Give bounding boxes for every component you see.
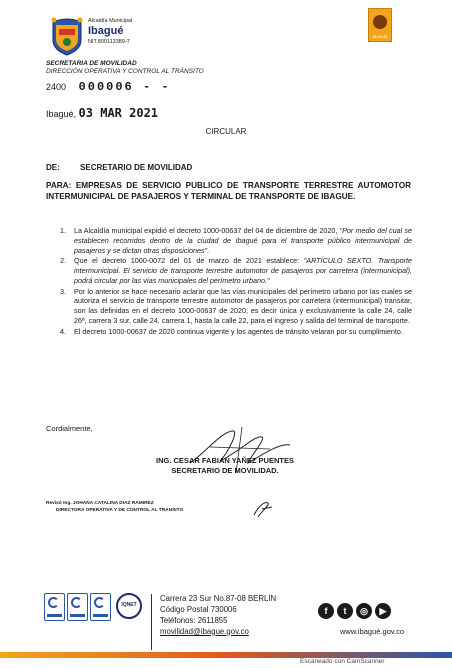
list-item bbox=[60, 226, 412, 255]
closing-salutation: Cordialmente, bbox=[46, 424, 93, 433]
address: Carrera 23 Sur No.87-08 BERLIN bbox=[160, 594, 277, 603]
de-value: SECRETARIO DE MOVILIDAD bbox=[80, 163, 193, 172]
reviewed-title: DIRECTORA OPERATIVA Y DE CONTROL AL TRANSITO bbox=[56, 508, 184, 514]
certification-badge-icon bbox=[90, 593, 111, 621]
item-quote: "ARTÍCULO SEXTO. Transporte intermunicipal. El servicio de transporte terrestre automotor de pasajeros por carretera (intermunicipal), podrá circular por las vías municipales del perímetro urbano." bbox=[74, 256, 413, 285]
signature-block bbox=[140, 456, 310, 476]
issuing-office bbox=[46, 60, 204, 77]
item-number: 3. bbox=[60, 286, 66, 296]
phones: Teléfonos: 2611855 bbox=[160, 615, 228, 625]
brand-emblem-icon bbox=[373, 15, 387, 29]
item-text: El decreto 1000-00637 de 2020 continua vigente y los agentes de tránsito velaran por su cumplimiento. bbox=[74, 326, 403, 336]
secretaria-name: SECRETARIA DE MOVILIDAD bbox=[46, 60, 137, 67]
reviewer-initials bbox=[250, 497, 276, 519]
direccion-name: DIRECCIÓN OPERATIVA Y CONTROL AL TRÁNSITO bbox=[46, 68, 204, 76]
scanner-watermark: Escaneado con CamScanner bbox=[300, 658, 385, 665]
website-link[interactable]: www.ibagué.gov.co bbox=[340, 627, 405, 636]
item-quote: "Por medio del cual se establecen recorridos dentro de la ciudad de Ibagué para el transporte público intermunicipal de pasajeros y se dictan otras disposiciones". bbox=[74, 226, 412, 255]
item-number: 1. bbox=[60, 226, 66, 235]
email-link[interactable]: movilidad@ibague.gov.co bbox=[160, 626, 249, 636]
ibague-brand-logo bbox=[368, 8, 392, 42]
code-number: 000006 - - bbox=[78, 80, 171, 94]
list-item bbox=[60, 327, 412, 337]
item-text: Por lo anterior se hace necesario aclarar que las vías municipales del perímetro urbano por las cuales se autoriza el servicio de transporte terrestre automotor de pasajeros por carretera (intermunicipal) transitar, son las definidas en el decreto 1000-00637 de 2020, es decir única y exclusivamente la calle 24, calle 26ª, carrera 3 sur, calle 24, carrera 1, hasta la calle 22, para el ingreso y salida del terminal de transporte. bbox=[74, 286, 412, 326]
recipients-line: PARA: EMPRESAS DE SERVICIO PUBLICO DE TRANSPORTE TERRESTRE AUTOMOTOR INTERMUNICIPAL DE PASAJEROS Y TERMINAL DE TRANSPORTE DE IBAGUE. bbox=[46, 181, 411, 202]
postal-code: Código Postal 730006 bbox=[160, 604, 237, 614]
iqnet-label: IQNET bbox=[121, 602, 137, 608]
circular-items bbox=[60, 226, 412, 338]
list-item bbox=[60, 287, 412, 326]
document-type: CIRCULAR bbox=[205, 127, 247, 136]
certification-badge-icon bbox=[44, 593, 65, 621]
certification-logos bbox=[44, 593, 142, 621]
org-city: Ibagué bbox=[88, 24, 124, 37]
facebook-icon[interactable]: f bbox=[318, 603, 334, 619]
social-icons bbox=[318, 603, 394, 621]
list-item bbox=[60, 256, 412, 285]
certification-badge-icon bbox=[67, 593, 88, 621]
twitter-icon[interactable]: t bbox=[337, 603, 353, 619]
reviewed-by: Revisó Ing. JOHANA CATALINA DIAZ RAMIREZ bbox=[46, 501, 154, 506]
organization-name bbox=[88, 18, 132, 46]
signer-name: ING. CESAR FABIAN YAÑEZ PUENTES bbox=[156, 456, 294, 465]
org-line1: Alcaldía Municipal bbox=[88, 18, 133, 24]
city-label: Ibagué, bbox=[46, 109, 77, 119]
instagram-icon[interactable]: ◎ bbox=[356, 603, 372, 619]
item-text: La Alcaldía municipal expidió el decreto 1000-00637 del 04 de diciembre de 2020, bbox=[74, 226, 338, 235]
document-code bbox=[46, 80, 171, 94]
alcaldia-crest-logo bbox=[50, 16, 84, 56]
date-stamp: 03 MAR 2021 bbox=[78, 106, 159, 120]
item-number: 4. bbox=[60, 326, 66, 336]
sender-line bbox=[46, 163, 192, 172]
org-nit: NIT.800113389-7 bbox=[88, 38, 130, 45]
iqnet-logo bbox=[116, 593, 142, 619]
youtube-icon[interactable]: ▶ bbox=[375, 603, 391, 619]
de-label: DE: bbox=[46, 163, 60, 172]
code-prefix: 2400 bbox=[46, 82, 67, 92]
item-text: Que el decreto 1000-0072 del 01 de marzo de 2021 establece: bbox=[74, 256, 300, 266]
contact-info bbox=[160, 594, 276, 638]
footer-divider bbox=[151, 594, 152, 650]
signer-title: SECRETARIO DE MOVILIDAD. bbox=[171, 466, 279, 476]
item-number: 2. bbox=[60, 256, 66, 266]
brand-logo-label: IBAGUÉ bbox=[372, 34, 388, 39]
document-date bbox=[46, 106, 158, 120]
reviewer-note bbox=[46, 500, 183, 514]
